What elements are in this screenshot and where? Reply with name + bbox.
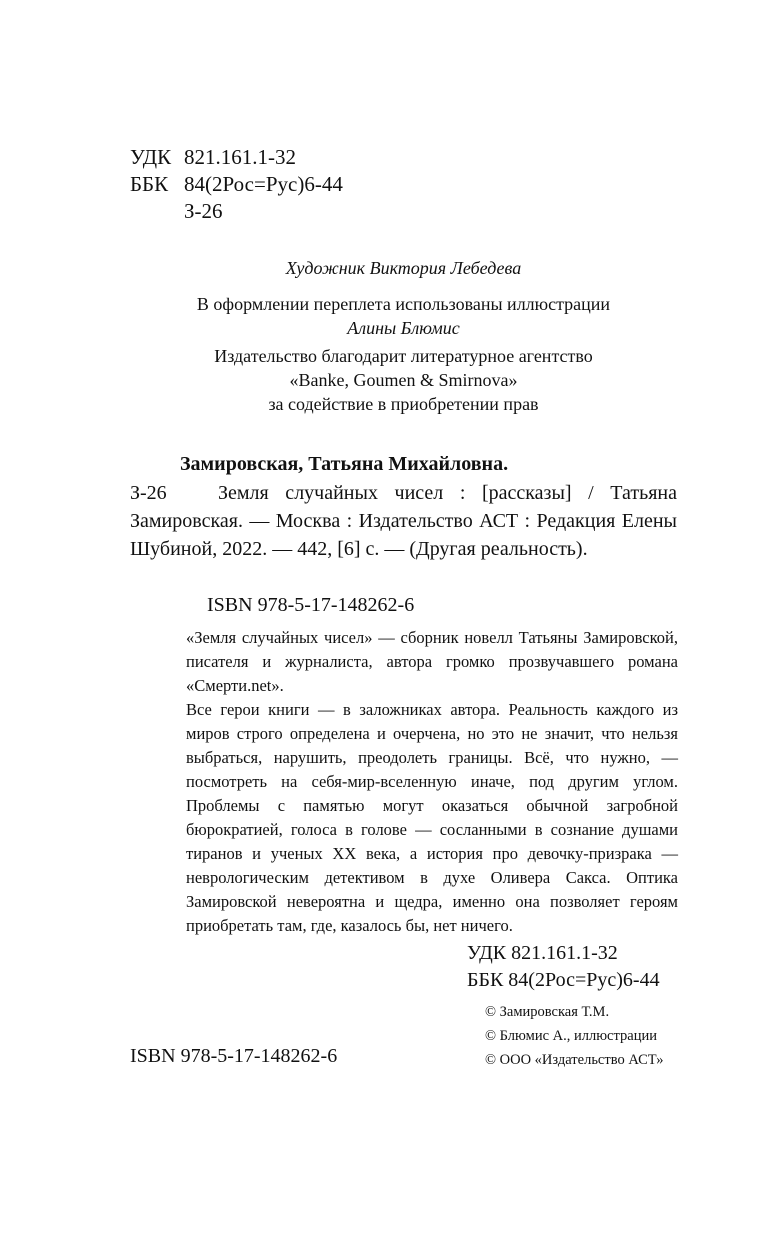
cover-credit xyxy=(130,292,677,340)
isbn-bottom: ISBN 978-5-17-148262-6 xyxy=(130,1045,338,1067)
artist-credit xyxy=(130,256,677,280)
udk-label: УДК xyxy=(130,145,172,169)
udk-value: 821.161.1-32 xyxy=(184,145,296,169)
annotation-paragraph-1: «Земля случайных чисел» — сборник новелл Татьяны Замировской, писателя и журналиста, автора громко прозвучавшего романа «Смерти.net». xyxy=(186,628,678,695)
bbk-value: 84(2Рос=Рус)6-44 xyxy=(184,172,343,196)
annotation xyxy=(186,626,678,938)
bibliographic-description xyxy=(130,479,677,563)
agency-line-2: «Banke, Goumen & Smirnova» xyxy=(289,370,518,390)
author-heading: Замировская, Татьяна Михайловна. xyxy=(180,453,509,475)
bbk-label: ББК xyxy=(130,172,169,196)
copyright-illustrator: © Блюмис А., иллюстрации xyxy=(485,1028,657,1044)
artist-prefix: Художник xyxy=(285,258,370,278)
agency-line-1: Издательство благодарит литературное агентство xyxy=(214,346,593,366)
copyright-block xyxy=(485,1000,663,1072)
isbn-top: ISBN 978-5-17-148262-6 xyxy=(207,594,415,616)
bottom-bbk: ББК 84(2Рос=Рус)6-44 xyxy=(467,969,660,991)
agency-line-3: за содействие в приобретении прав xyxy=(268,394,539,414)
copyright-publisher: © ООО «Издательство АСТ» xyxy=(485,1052,664,1068)
copyright-author: © Замировская Т.М. xyxy=(485,1004,610,1020)
author-mark: З-26 xyxy=(184,199,223,223)
bibliographic-text: Земля случайных чисел : [рассказы] / Татьяна Замировская. — Москва : Издательство АСТ : Редакция Елены Шубиной, 2022. — 442, [6] с. — (Другая реальность). xyxy=(130,482,677,560)
annotation-paragraph-2: Все герои книги — в заложниках автора. Реальность каждого из миров строго определена и очерчена, но это не значит, что нельзя выбраться, нарушить, преодолеть границы. Всё, что нужно, — посмотреть на себя-мир-вселенную иначе, под другим углом. Проблемы с памятью могут оказаться обычной загробной бюрократией, голоса в голове — сосланными в сознание душами тиранов и ученых XX века, а история про девочку-призрака — неврологическим детективом в духе Оливера Сакса. Оптика Замировской невероятна и щедра, именно она позволяет героям приобретать там, где, казалось бы, нет ничего. xyxy=(186,700,678,935)
agency-credit xyxy=(130,344,677,416)
udk-row xyxy=(130,144,343,171)
bottom-codes xyxy=(467,940,660,994)
bbk-row xyxy=(130,171,343,198)
artist-name: Виктория Лебедева xyxy=(369,258,522,278)
cover-line: В оформлении переплета использованы иллюстрации xyxy=(196,294,611,314)
bibliographic-code: З-26 xyxy=(130,482,167,504)
classification-codes xyxy=(130,144,343,225)
bottom-udk: УДК 821.161.1-32 xyxy=(467,942,618,964)
cover-artist: Алины Блюмис xyxy=(347,318,460,338)
